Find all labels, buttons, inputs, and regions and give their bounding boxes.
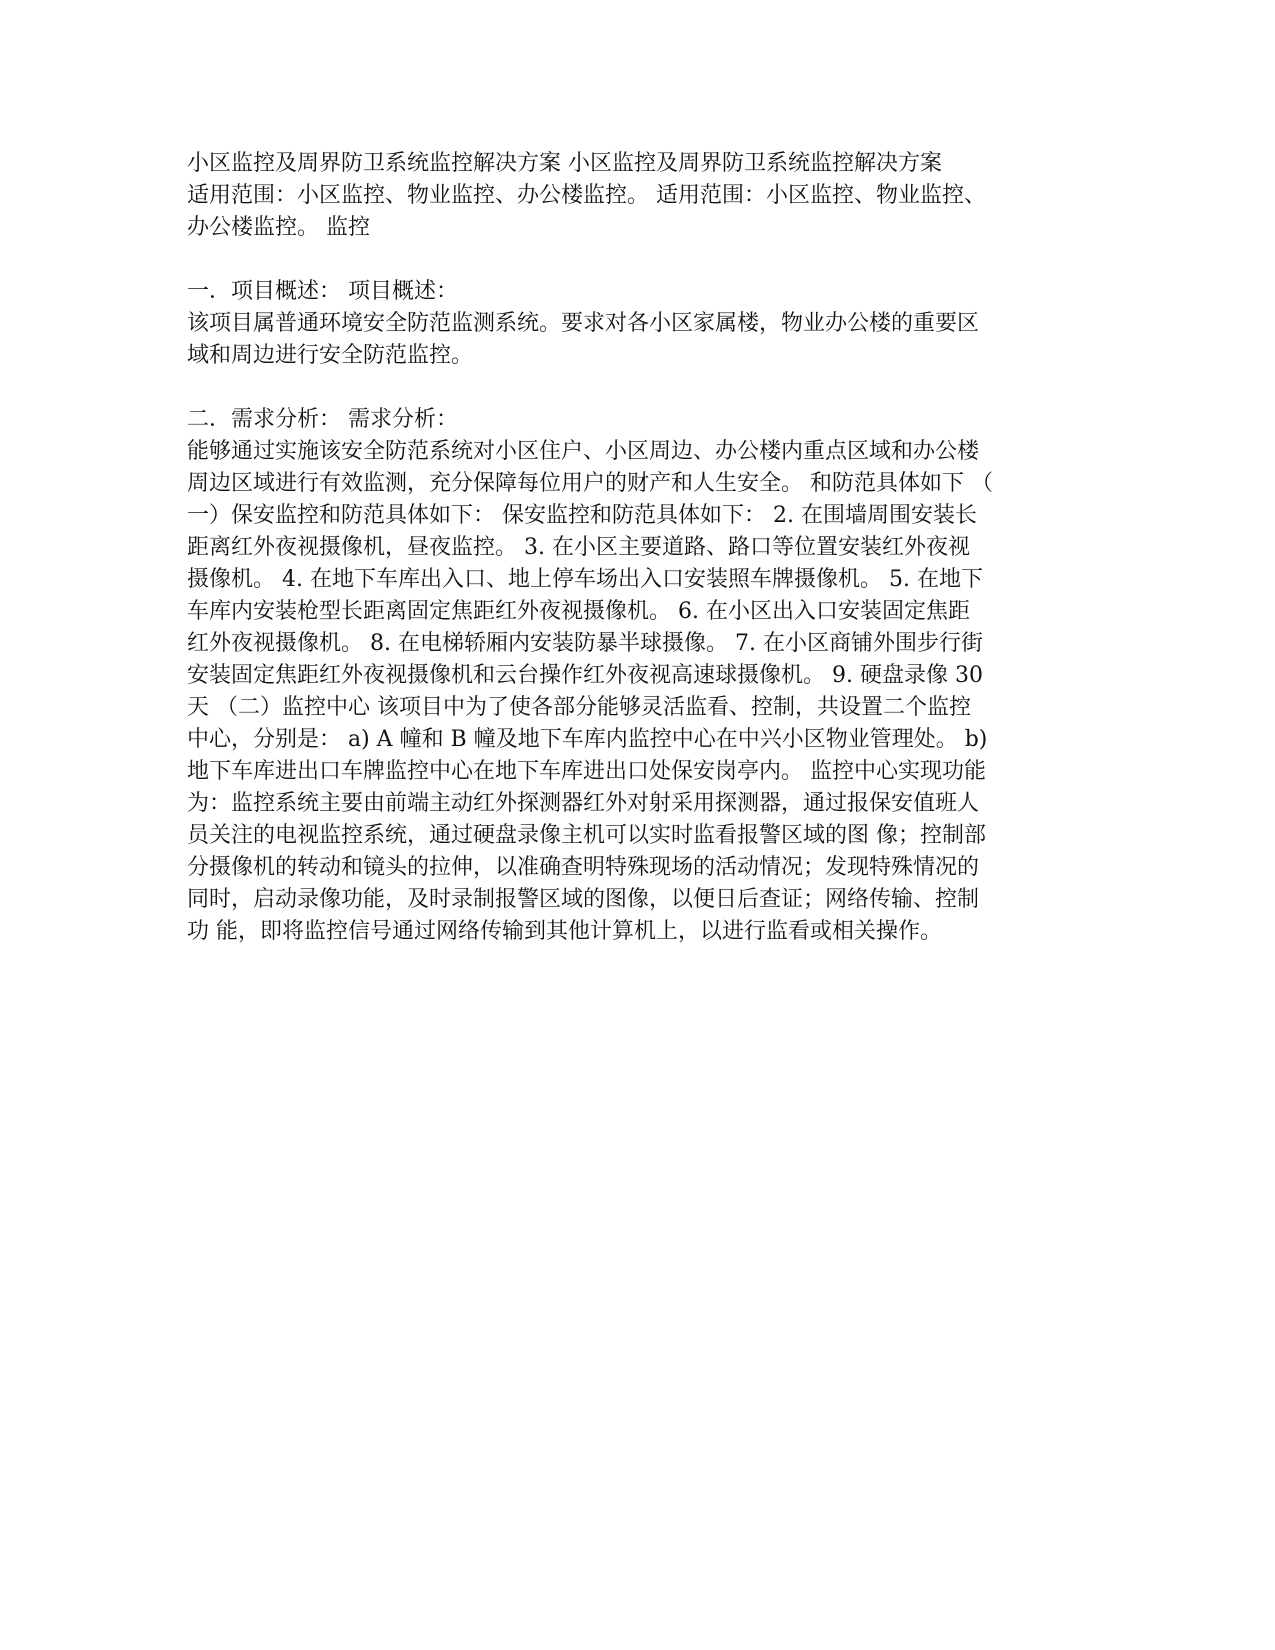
paragraph-line: 为：监控系统主要由前端主动红外探测器红外对射采用探测器，通过报保安值班人 — [187, 791, 980, 816]
section-heading: 一．项目概述： 项目概述： — [187, 279, 458, 304]
header-block — [187, 148, 1087, 244]
paragraph-line: 一）保安监控和防范具体如下： 保安监控和防范具体如下： 2. 在围墙周围安装长 — [187, 503, 977, 528]
paragraph-line: 功 能，即将监控信号通过网络传输到其他计算机上，以进行监看或相关操作。 — [187, 919, 942, 944]
paragraph-line: 天 （二）监控中心 该项目中为了使各部分能够灵活监看、控制，共设置二个监控 — [187, 695, 971, 720]
document-title: 小区监控及周界防卫系统监控解决方案 小区监控及周界防卫系统监控解决方案 — [187, 151, 942, 176]
scope-line: 办公楼监控。 监控 — [187, 215, 370, 240]
paragraph-line: 该项目属普通环境安全防范监测系统。要求对各小区家属楼，物业办公楼的重要区 — [187, 311, 980, 336]
section-heading: 二．需求分析： 需求分析： — [187, 407, 458, 432]
paragraph-line: 周边区域进行有效监测，充分保障每位用户的财产和人生安全。 和防范具体如下 （ — [187, 471, 993, 496]
paragraph-line: 红外夜视摄像机。 8. 在电梯轿厢内安装防暴半球摄像。 7. 在小区商铺外围步行街 — [187, 631, 983, 656]
paragraph-line: 能够通过实施该安全防范系统对小区住户、小区周边、办公楼内重点区域和办公楼 — [187, 439, 980, 464]
paragraph-line: 地下车库进出口车牌监控中心在地下车库进出口处保安岗亭内。 监控中心实现功能 — [187, 759, 986, 784]
paragraph-line: 员关注的电视监控系统，通过硬盘录像主机可以实时监看报警区域的图 像；控制部 — [187, 823, 986, 848]
section-project-overview — [187, 276, 1087, 372]
scope-line: 适用范围：小区监控、物业监控、办公楼监控。 适用范围：小区监控、物业监控、 — [187, 183, 986, 208]
paragraph-line: 中心，分别是： a) A 幢和 B 幢及地下车库内监控中心在中兴小区物业管理处。 b) — [187, 727, 988, 752]
paragraph-line: 车库内安装枪型长距离固定焦距红外夜视摄像机。 6. 在小区出入口安装固定焦距 — [187, 599, 970, 624]
paragraph-line: 域和周边进行安全防范监控。 — [187, 343, 474, 368]
paragraph-line: 摄像机。 4. 在地下车库出入口、地上停车场出入口安装照车牌摄像机。 5. 在地下 — [187, 567, 983, 592]
section-requirements-analysis — [187, 404, 1087, 948]
document-body — [187, 148, 1087, 980]
paragraph-line: 同时，启动录像功能，及时录制报警区域的图像，以便日后查证；网络传输、控制 — [187, 887, 980, 912]
paragraph-line: 分摄像机的转动和镜头的拉伸，以准确查明特殊现场的活动情况；发现特殊情况的 — [187, 855, 980, 880]
paragraph-line: 距离红外夜视摄像机，昼夜监控。 3. 在小区主要道路、路口等位置安装红外夜视 — [187, 535, 970, 560]
paragraph-line: 安装固定焦距红外夜视摄像机和云台操作红外夜视高速球摄像机。 9. 硬盘录像 30 — [187, 663, 983, 688]
